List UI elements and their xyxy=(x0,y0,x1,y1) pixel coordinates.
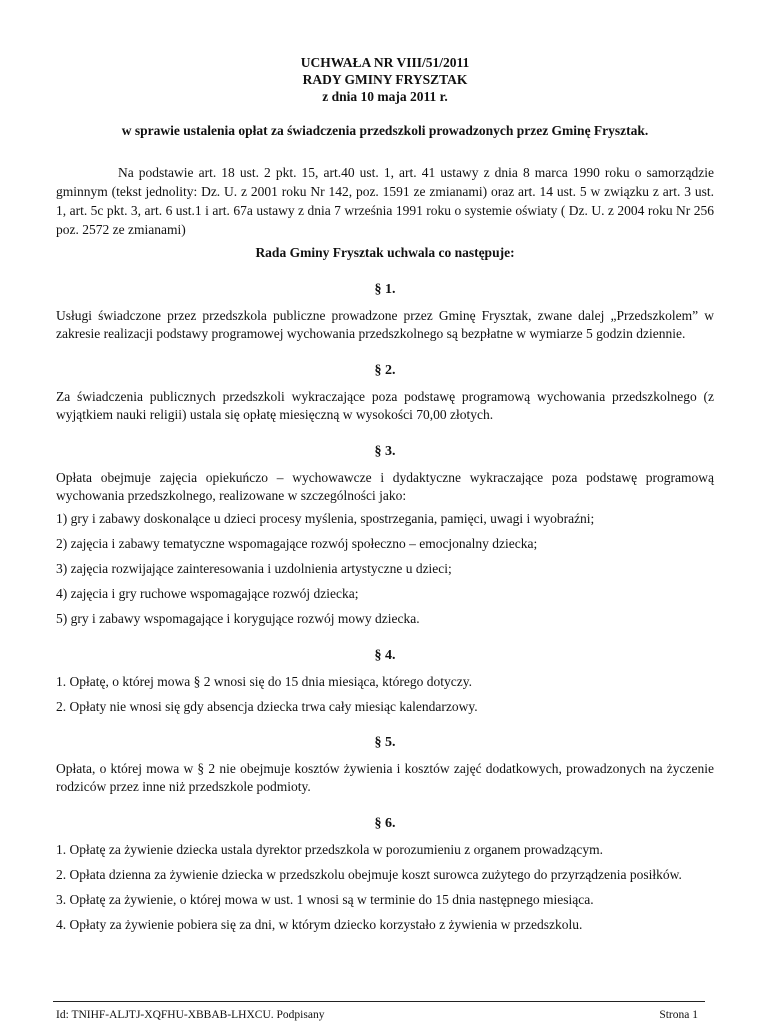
section-3-item: 1) gry i zabawy doskonalące u dzieci procesy myślenia, spostrzegania, pamięci, uwagi i wyobraźni; xyxy=(56,511,595,526)
section-4-item: 1. Opłatę, o której mowa § 2 wnosi się do 15 dnia miesiąca, którego dotyczy. xyxy=(56,674,473,689)
section-6-item: 4. Opłaty za żywienie pobiera się za dni, w którym dziecko korzystało z żywienia w przedszkolu. xyxy=(56,917,583,932)
council-name: RADY GMINY FRYSZTAK xyxy=(302,72,468,87)
resolution-number: UCHWAŁA NR VIII/51/2011 xyxy=(300,55,470,70)
resolution-clause: Rada Gminy Frysztak uchwala co następuje: xyxy=(255,245,515,260)
resolution-subject: w sprawie ustalenia opłat za świadczenia przedszkoli prowadzonych przez Gminę Frysztak. xyxy=(121,123,649,138)
legal-basis-paragraph: Na podstawie art. 18 ust. 2 pkt. 15, art.40 ust. 1, art. 41 ustawy z dnia 8 marca 1990 roku o samorządzie gminnym (tekst jednolity: Dz. U. z 2001 roku Nr 142, poz. 1591 ze zmianami) oraz art. 14 ust. 5 w związku z art. 3 ust. 1, art. 5c pkt. 3, art. 6 ust.1 i art. 67a ustawy z dnia 7 września 1991 roku o systemie oświaty ( Dz. U. z 2004 roku Nr 256 poz. 2572 ze zmianami) xyxy=(56,165,714,237)
section-6-item: 3. Opłatę za żywienie, o której mowa w ust. 1 wnosi są w terminie do 15 dnia następnego miesiąca. xyxy=(56,892,594,907)
section-6-item: 1. Opłatę za żywienie dziecka ustala dyrektor przedszkola w porozumieniu z organem prowadzącym. xyxy=(56,842,604,857)
section-5-text: Opłata, o której mowa w § 2 nie obejmuje kosztów żywienia i kosztów zajęć dodatkowych, prowadzonych na życzenie rodziców przez inne niż przedszkole podmioty. xyxy=(56,761,714,794)
section-6-item: 2. Opłata dzienna za żywienie dziecka w przedszkolu obejmuje koszt surowca zużytego do przyrządzenia posiłków. xyxy=(56,867,682,882)
section-1-heading: § 1. xyxy=(374,282,396,297)
section-2-text: Za świadczenia publicznych przedszkoli wykraczające poza podstawę programową wychowania przedszkolnego (z wyjątkiem nauki religii) ustala się opłatę miesięczną w wysokości 70,00 złotych. xyxy=(56,389,714,422)
section-5-heading: § 5. xyxy=(374,735,396,750)
footer-divider xyxy=(53,1001,705,1002)
section-4-heading: § 4. xyxy=(374,648,396,663)
section-2-heading: § 2. xyxy=(374,363,396,378)
section-3-item: 4) zajęcia i gry ruchowe wspomagające rozwój dziecka; xyxy=(56,586,359,601)
section-3-item: 5) gry i zabawy wspomagające i korygujące rozwój mowy dziecka. xyxy=(56,611,420,626)
page-number: Strona 1 xyxy=(659,1009,698,1021)
section-3-heading: § 3. xyxy=(374,444,396,459)
section-3-text: Opłata obejmuje zajęcia opiekuńczo – wychowawcze i dydaktyczne wykraczające poza podstawę programową wychowania przedszkolnego, realizowane w szczególności jako: xyxy=(56,470,714,503)
resolution-date: z dnia 10 maja 2011 r. xyxy=(322,89,448,104)
section-1-text: Usługi świadczone przez przedszkola publiczne prowadzone przez Gminę Frysztak, zwane dalej „Przedszkolem” w zakresie realizacji podstawy programowej wychowania przedszkolnego są bezpłatne w wymiarze 5 godzin dziennie. xyxy=(56,308,714,341)
section-6-heading: § 6. xyxy=(374,816,396,831)
document-page xyxy=(56,54,714,933)
section-3-item: 2) zajęcia i zabawy tematyczne wspomagające rozwój społeczno – emocjonalny dziecka; xyxy=(56,536,538,551)
document-signature-id: Id: TNIHF-ALJTJ-XQFHU-XBBAB-LHXCU. Podpisany xyxy=(56,1009,325,1021)
section-3-item: 3) zajęcia rozwijające zainteresowania i uzdolnienia artystyczne u dzieci; xyxy=(56,561,452,576)
section-4-item: 2. Opłaty nie wnosi się gdy absencja dziecka trwa cały miesiąc kalendarzowy. xyxy=(56,699,478,714)
